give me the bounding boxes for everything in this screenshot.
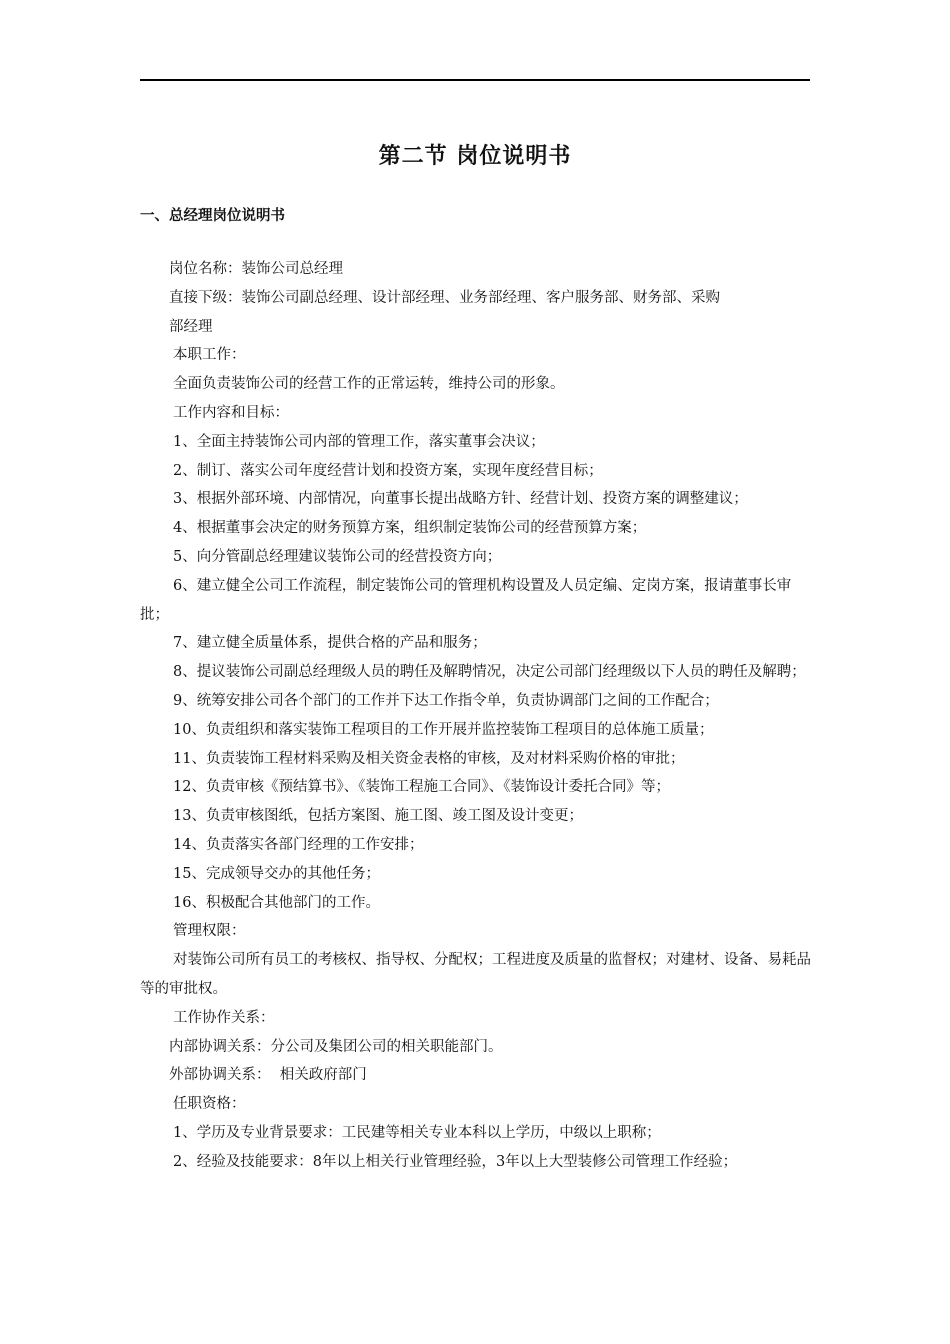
qual-item: 2、经验及技能要求：8年以上相关行业管理经验，3年以上大型装修公司管理工作经验； bbox=[173, 1153, 738, 1170]
qual-item: 1、学历及专业背景要求：工民建等相关专业本科以上学历，中级以上职称； bbox=[173, 1124, 661, 1141]
work-label: 工作内容和目标： bbox=[173, 404, 289, 421]
header-rule bbox=[140, 79, 810, 81]
work-item: 9、统筹安排公司各个部门的工作并下达工作指令单，负责协调部门之间的工作配合； bbox=[173, 692, 719, 709]
work-item: 3、根据外部环境、内部情况，向董事长提出战略方针、经营计划、投资方案的调整建议； bbox=[173, 491, 748, 508]
work-item: 7、建立健全质量体系，提供合格的产品和服务； bbox=[173, 635, 487, 652]
authority-text: 对装饰公司所有员工的考核权、指导权、分配权；工程进度及质量的监督权；对建材、设备、易耗品等的审批权。 bbox=[140, 952, 811, 997]
position-name: 岗位名称：装饰公司总经理 bbox=[169, 261, 343, 277]
work-item: 8、提议装饰公司副总经理级人员的聘任及解聘情况，决定公司部门经理级以下人员的聘任及解聘； bbox=[173, 664, 806, 681]
work-item: 6、建立健全公司工作流程，制定装饰公司的管理机构设置及人员定编、定岗方案，报请董事长审批； bbox=[140, 577, 792, 623]
work-item: 2、制订、落实公司年度经营计划和投资方案，实现年度经营目标； bbox=[173, 462, 603, 479]
external-coop: 外部协调关系： 相关政府部门 bbox=[169, 1067, 367, 1084]
direct-subordinates-line1: 直接下级：装饰公司副总经理、设计部经理、业务部经理、客户服务部、财务部、采购 bbox=[169, 289, 720, 306]
section-heading: 一、总经理岗位说明书 bbox=[140, 208, 285, 224]
work-item: 14、负责落实各部门经理的工作安排； bbox=[173, 836, 424, 853]
document-body bbox=[140, 255, 820, 1177]
work-item: 12、负责审核《预结算书》、《装饰工程施工合同》、《装饰设计委托合同》等； bbox=[173, 779, 670, 796]
duty-text: 全面负责装饰公司的经营工作的正常运转，维持公司的形象。 bbox=[173, 376, 565, 393]
qual-label: 任职资格： bbox=[173, 1096, 246, 1113]
work-item: 11、负责装饰工程材料采购及相关资金表格的审核，及对材料采购价格的审批； bbox=[173, 750, 685, 767]
work-item: 1、全面主持装饰公司内部的管理工作，落实董事会决议； bbox=[173, 433, 545, 450]
authority-label: 管理权限： bbox=[173, 923, 246, 940]
work-item: 13、负责审核图纸，包括方案图、施工图、竣工图及设计变更； bbox=[173, 808, 583, 825]
direct-subordinates-line2: 部经理 bbox=[169, 318, 213, 335]
coop-label: 工作协作关系： bbox=[173, 1009, 275, 1026]
internal-coop: 内部协调关系：分公司及集团公司的相关职能部门。 bbox=[169, 1038, 503, 1055]
page-title: 第二节 岗位说明书 bbox=[378, 144, 572, 169]
work-item: 16、积极配合其他部门的工作。 bbox=[173, 894, 380, 911]
work-item: 4、根据董事会决定的财务预算方案，组织制定装饰公司的经营预算方案； bbox=[173, 520, 647, 537]
work-item: 10、负责组织和落实装饰工程项目的工作开展并监控装饰工程项目的总体施工质量； bbox=[173, 721, 714, 738]
duty-label: 本职工作： bbox=[173, 347, 246, 364]
work-item: 15、完成领导交办的其他任务； bbox=[173, 865, 380, 882]
work-item: 5、向分管副总经理建议装饰公司的经营投资方向； bbox=[173, 548, 502, 565]
